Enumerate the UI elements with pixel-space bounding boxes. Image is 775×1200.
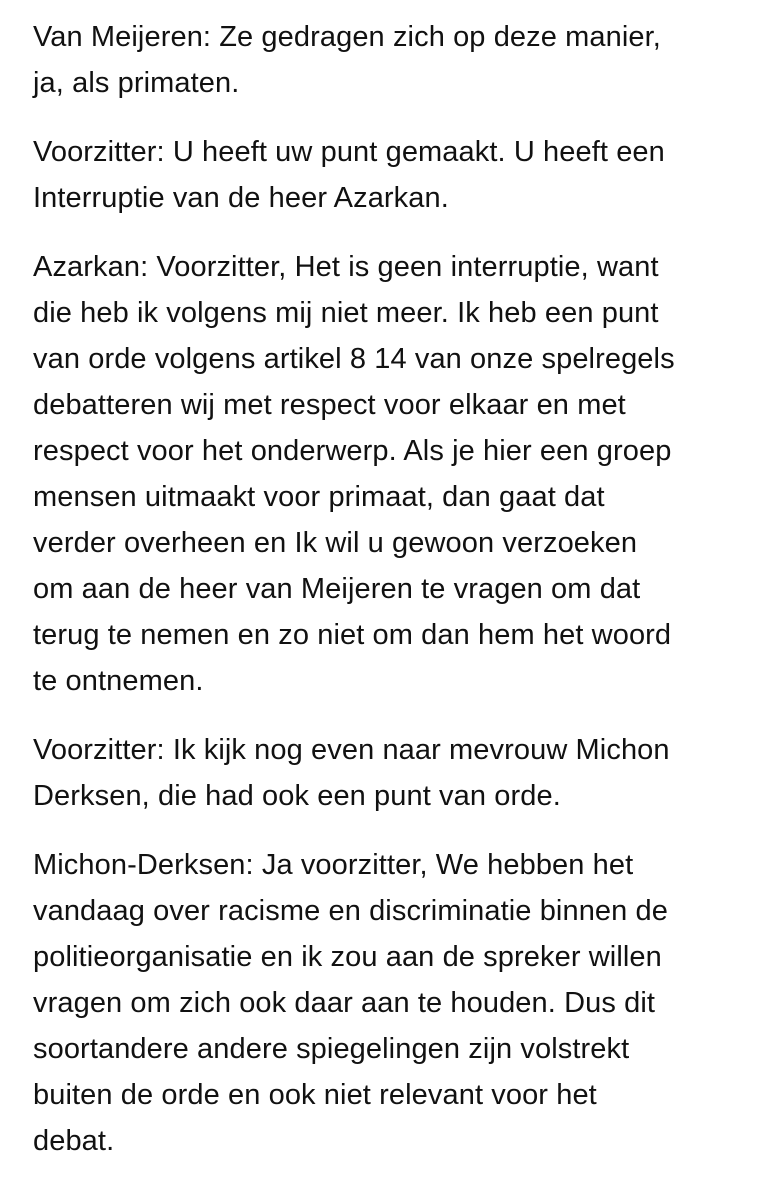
text-line: om aan de heer van Meijeren te vragen om dat xyxy=(33,573,641,605)
paragraph-michon-derksen xyxy=(33,842,745,1164)
text-line: terug te nemen en zo niet om dan hem het woord xyxy=(33,619,672,651)
text-line: vandaag over racisme en discriminatie binnen de xyxy=(33,895,668,927)
paragraph-van-meijeren xyxy=(33,14,745,106)
text-line: debatteren wij met respect voor elkaar en met xyxy=(33,389,626,421)
text-line: buiten de orde en ook niet relevant voor het xyxy=(33,1079,597,1111)
text-line: te ontnemen. xyxy=(33,665,204,697)
text-line: Van Meijeren: Ze gedragen zich op deze manier, xyxy=(33,21,661,53)
paragraph-voorzitter-2 xyxy=(33,727,745,819)
text-line: Voorzitter: Ik kijk nog even naar mevrouw Michon xyxy=(33,734,670,766)
text-line: mensen uitmaakt voor primaat, dan gaat dat xyxy=(33,481,605,513)
text-line: Michon-Derksen: Ja voorzitter, We hebben het xyxy=(33,849,634,881)
text-line: Derksen, die had ook een punt van orde. xyxy=(33,780,561,812)
paragraph-azarkan xyxy=(33,244,745,704)
text-line: Voorzitter: U heeft uw punt gemaakt. U heeft een xyxy=(33,136,665,168)
text-line: respect voor het onderwerp. Als je hier een groep xyxy=(33,435,672,467)
text-line: van orde volgens artikel 8 14 van onze spelregels xyxy=(33,343,675,375)
text-line: soortandere andere spiegelingen zijn volstrekt xyxy=(33,1033,630,1065)
text-line: ja, als primaten. xyxy=(33,67,240,99)
paragraph-voorzitter-1 xyxy=(33,129,745,221)
text-line: Interruptie van de heer Azarkan. xyxy=(33,182,449,214)
text-line: politieorganisatie en ik zou aan de spreker willen xyxy=(33,941,662,973)
text-line: verder overheen en Ik wil u gewoon verzoeken xyxy=(33,527,638,559)
text-line: vragen om zich ook daar aan te houden. Dus dit xyxy=(33,987,656,1019)
text-line: Azarkan: Voorzitter, Het is geen interruptie, want xyxy=(33,251,659,283)
text-line: debat. xyxy=(33,1125,115,1157)
text-line: die heb ik volgens mij niet meer. Ik heb een punt xyxy=(33,297,659,329)
